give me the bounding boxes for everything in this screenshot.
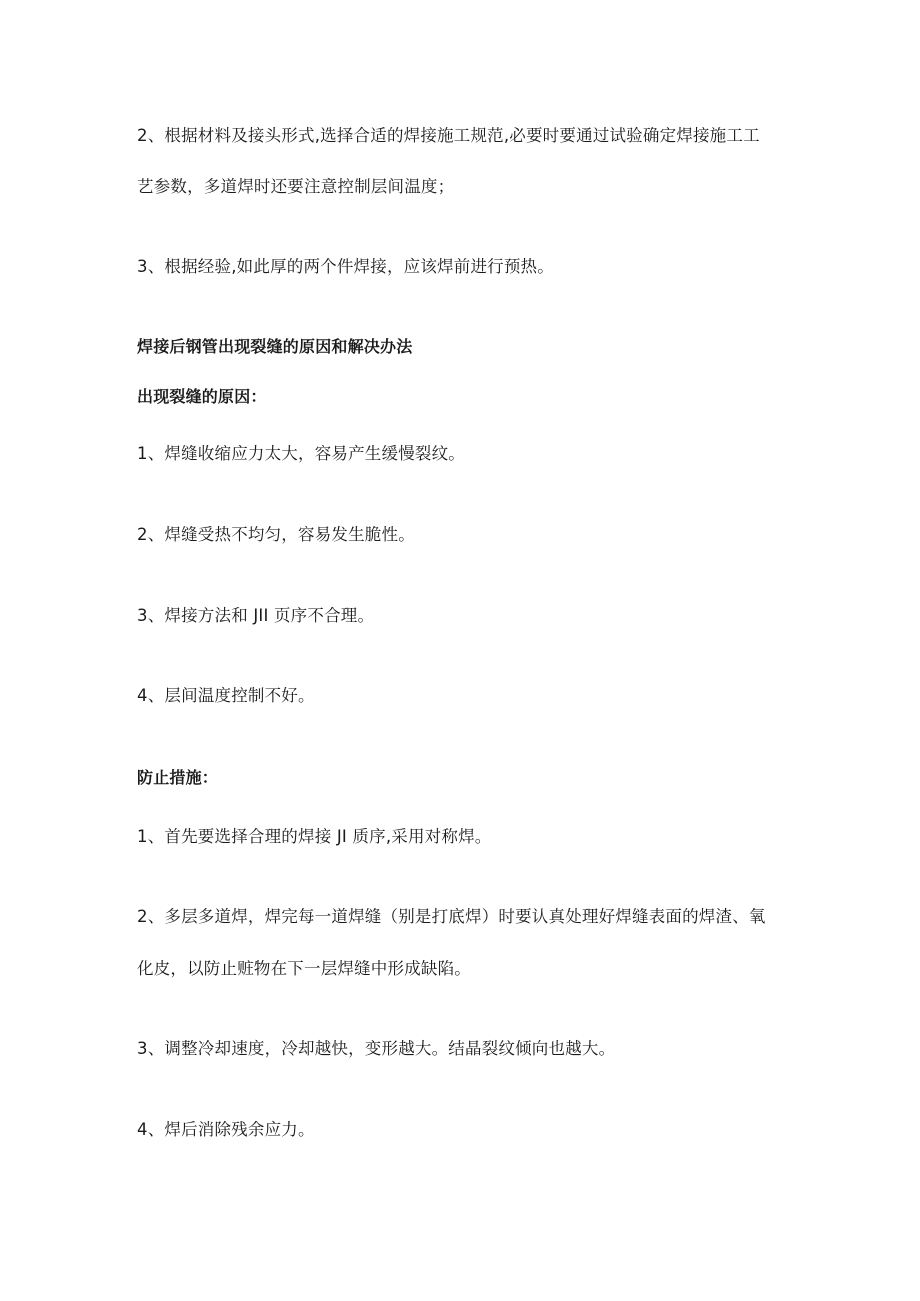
- measure-item-3: 3、调整冷却速度，冷却越快，变形越大。结晶裂纹倾向也越大。: [137, 1039, 616, 1058]
- measure-item-2-line-1: 2、多层多道焊，焊完每一道焊缝（别是打底焊）时要认真处理好焊缝表面的焊渣、氧: [137, 907, 766, 926]
- measure-item-1: 1、首先要选择合理的焊接 JI 质序,采用对称焊。: [137, 827, 492, 846]
- section-heading: 焊接后钢管出现裂缝的原因和解决办法: [137, 337, 413, 356]
- cause-item-4: 4、层间温度控制不好。: [137, 686, 315, 705]
- measures-heading: 防止措施：: [137, 768, 219, 787]
- measure-item-2-line-2: 化皮，以防止赃物在下一层焊缝中形成缺陷。: [137, 959, 471, 978]
- measure-item-4: 4、焊后消除残余应力。: [137, 1120, 315, 1139]
- causes-heading: 出现裂缝的原因：: [137, 387, 267, 406]
- paragraph-3: 3、根据经验,如此厚的两个件焊接，应该焊前进行预热。: [137, 257, 554, 276]
- cause-item-1: 1、焊缝收缩应力太大，容易产生缓慢裂纹。: [137, 444, 465, 463]
- cause-item-3: 3、焊接方法和 JII 页序不合理。: [137, 606, 375, 625]
- paragraph-2-line-2: 艺参数，多道焊时还要注意控制层间温度；: [137, 177, 455, 196]
- paragraph-2-line-1: 2、根据材料及接头形式,选择合适的焊接施工规范,必要时要通过试验确定焊接施工工: [137, 126, 760, 145]
- cause-item-2: 2、焊缝受热不均匀，容易发生脆性。: [137, 525, 415, 544]
